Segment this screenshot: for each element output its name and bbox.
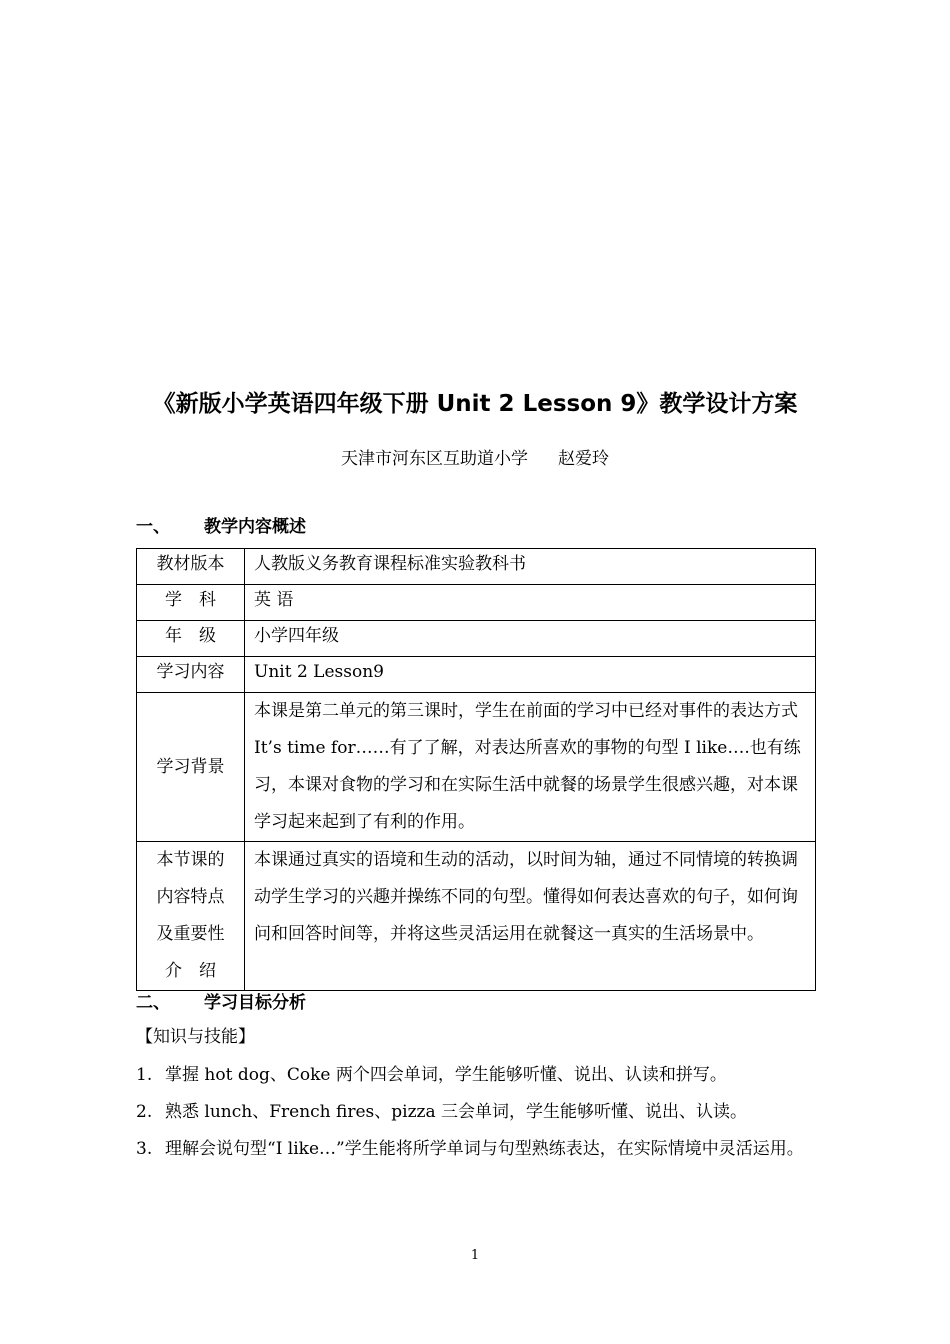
objective-list bbox=[136, 1057, 826, 1168]
list-number: 2. bbox=[136, 1102, 153, 1122]
table-label: 学 科 bbox=[137, 585, 245, 621]
section-heading-1 bbox=[136, 514, 306, 540]
author-line bbox=[0, 446, 950, 472]
section-title: 教学内容概述 bbox=[204, 517, 306, 537]
info-table bbox=[136, 548, 816, 991]
table-label-line: 本节课的 bbox=[156, 850, 225, 870]
table-value: 本课通过真实的语境和生动的活动，以时间为轴，通过不同情境的转换调动学生学习的兴趣并操练不同的句型。懂得如何表达喜欢的句子，如何询问和回答时间等，并将这些灵活运用在就餐这一真实的生活场景中。 bbox=[245, 842, 816, 991]
list-item bbox=[136, 1131, 826, 1168]
table-label-line: 内容特点 bbox=[156, 887, 225, 907]
table-row bbox=[137, 657, 816, 693]
table-row bbox=[137, 549, 816, 585]
list-text: 熟悉 lunch、French fires、pizza 三会单词，学生能够听懂、说出、认读。 bbox=[165, 1102, 748, 1122]
author-name: 赵爱玲 bbox=[558, 449, 609, 469]
list-number: 3. bbox=[136, 1139, 153, 1159]
subsection-heading: 【知识与技能】 bbox=[136, 1027, 255, 1047]
list-item bbox=[136, 1057, 826, 1094]
table-label: 年 级 bbox=[137, 621, 245, 657]
section-heading-2 bbox=[136, 990, 306, 1016]
table-value: 人教版义务教育课程标准实验教科书 bbox=[245, 549, 816, 585]
table-value: 小学四年级 bbox=[245, 621, 816, 657]
document-title: 《新版小学英语四年级下册 Unit 2 Lesson 9》教学设计方案 bbox=[152, 391, 798, 417]
table-label-line: 介 绍 bbox=[165, 961, 216, 981]
table-row bbox=[137, 693, 816, 842]
section-number: 二、 bbox=[136, 993, 170, 1013]
school-name: 天津市河东区互助道小学 bbox=[341, 449, 528, 469]
table-label-line: 及重要性 bbox=[156, 924, 225, 944]
table-value: 本课是第二单元的第三课时，学生在前面的学习中已经对事件的表达方式 It’s time for……有了了解，对表达所喜欢的事物的句型 I like….也有练习，本课对食物的学习和在实际生活中就餐的场景学生很感兴趣，对本课学习起来起到了有利的作用。 bbox=[245, 693, 816, 842]
list-text: 理解会说句型“I like…”学生能将所学单词与句型熟练表达，在实际情境中灵活运用。 bbox=[165, 1139, 804, 1159]
table-label: 学习内容 bbox=[137, 657, 245, 693]
table-row bbox=[137, 585, 816, 621]
list-number: 1. bbox=[136, 1065, 153, 1085]
table-label-multiline bbox=[137, 842, 245, 991]
section-title: 学习目标分析 bbox=[204, 993, 306, 1013]
table-row bbox=[137, 842, 816, 991]
table-row bbox=[137, 621, 816, 657]
list-item bbox=[136, 1094, 826, 1131]
table-label: 教材版本 bbox=[137, 549, 245, 585]
table-value: 英 语 bbox=[245, 585, 816, 621]
list-text: 掌握 hot dog、Coke 两个四会单词，学生能够听懂、说出、认读和拼写。 bbox=[165, 1065, 727, 1085]
table-value: Unit 2 Lesson9 bbox=[245, 657, 816, 693]
section-number: 一、 bbox=[136, 517, 170, 537]
table-label: 学习背景 bbox=[137, 693, 245, 842]
page-number: 1 bbox=[470, 1248, 480, 1263]
